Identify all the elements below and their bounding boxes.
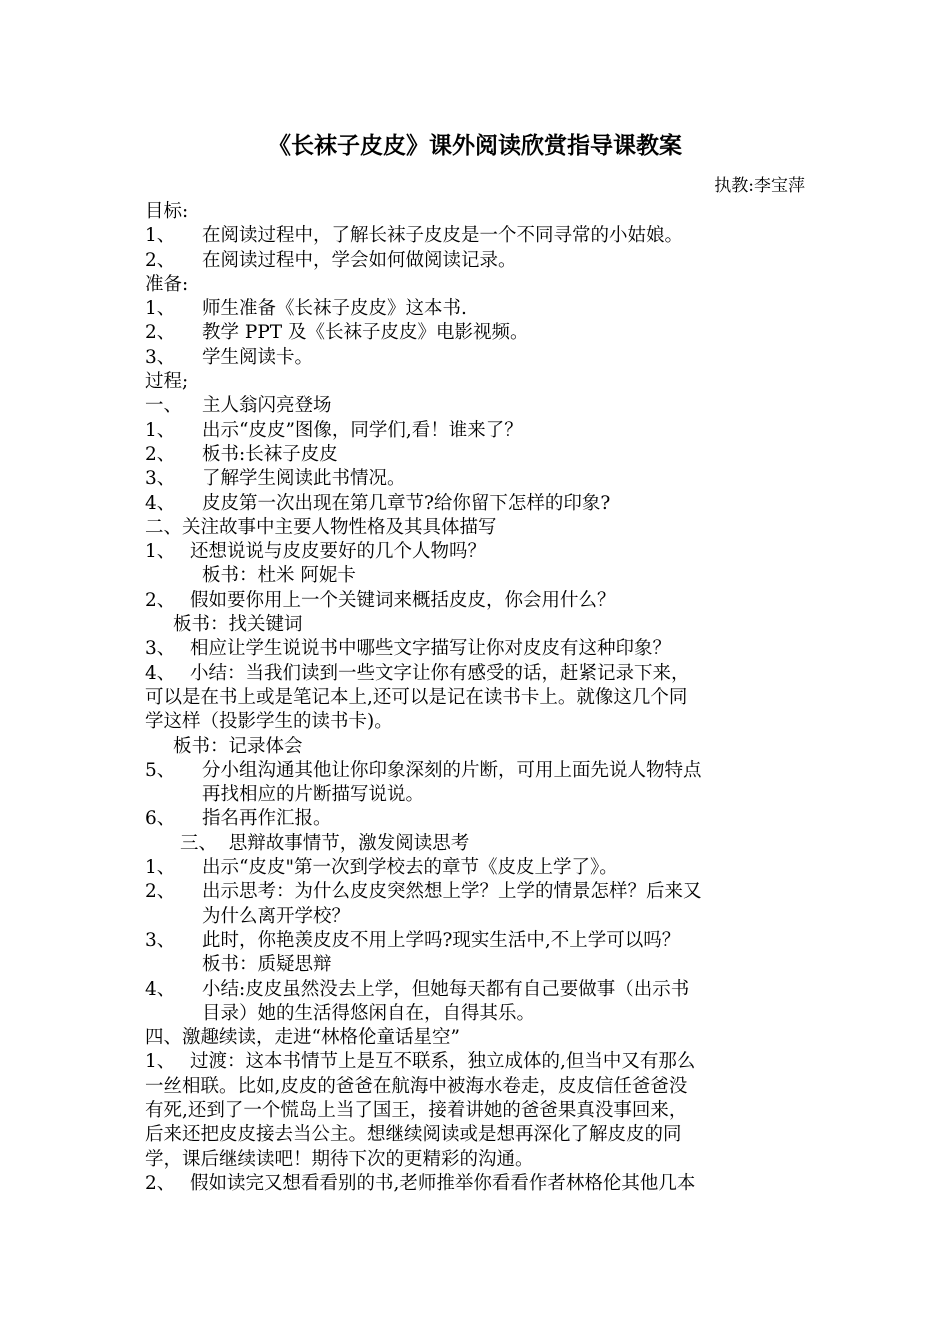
board-note: 板书：记录体会 bbox=[173, 735, 303, 757]
list-item: 2、 在阅读过程中，学会如何做阅读记录。 bbox=[145, 249, 517, 271]
paragraph-line: 再找相应的片断描写说说。 bbox=[202, 784, 425, 806]
list-item: 1、 在阅读过程中，了解长袜子皮皮是一个不同寻常的小姑娘。 bbox=[145, 225, 684, 247]
list-item: 3、 了解学生阅读此书情况。 bbox=[145, 468, 406, 490]
section-heading-1: 一、 主人翁闪亮登场 bbox=[145, 395, 332, 417]
list-item: 5、 分小组沟通其他让你印象深刻的片断，可用上面先说人物特点 bbox=[145, 759, 702, 781]
paragraph-line: 学，课后继续读吧！期待下次的更精彩的沟通。 bbox=[145, 1148, 534, 1170]
list-item: 3、 此时，你艳羡皮皮不用上学吗?现实生活中,不上学可以吗？ bbox=[145, 929, 681, 951]
section-heading-4: 四、激趣续读，走进“林格伦童话星空” bbox=[145, 1027, 460, 1049]
list-item: 1、 过渡：这本书情节上是互不联系，独立成体的,但当中又有那么 bbox=[145, 1051, 696, 1073]
list-item: 3、 相应让学生说说书中哪些文字描写让你对皮皮有这种印象？ bbox=[145, 638, 672, 660]
list-item: 1、 师生准备《长袜子皮皮》这本书. bbox=[145, 298, 467, 320]
section-heading-2: 二、关注故事中主要人物性格及其具体描写 bbox=[145, 516, 497, 538]
board-note: 板书：找关键词 bbox=[173, 614, 303, 636]
paragraph-line: 目录）她的生活得悠闲自在，自得其乐。 bbox=[202, 1002, 536, 1024]
prep-heading: 准备: bbox=[145, 273, 189, 295]
list-item: 2、 出示思考：为什么皮皮突然想上学？上学的情景怎样？后来又 bbox=[145, 881, 702, 903]
list-item: 2、 板书:长袜子皮皮 bbox=[145, 443, 338, 465]
list-item: 1、 还想说说与皮皮要好的几个人物吗？ bbox=[145, 541, 487, 563]
process-heading: 过程; bbox=[145, 371, 189, 393]
list-item: 2、 教学 PPT 及《长袜子皮皮》电影视频。 bbox=[145, 322, 529, 344]
author-line: 执教:李宝萍 bbox=[714, 176, 805, 196]
page-title: 《长袜子皮皮》课外阅读欣赏指导课教案 bbox=[268, 132, 682, 159]
paragraph-line: 为什么离开学校？ bbox=[202, 905, 351, 927]
list-item: 1、 出示“皮皮"第一次到学校去的章节《皮皮上学了》。 bbox=[145, 857, 618, 879]
list-item: 4、 小结:皮皮虽然没去上学，但她每天都有自己要做事（出示书 bbox=[145, 978, 690, 1000]
list-item: 2、 假如读完又想看看别的书,老师推举你看看作者林格伦其他几本 bbox=[145, 1172, 696, 1194]
paragraph-line: 有死,还到了一个慌岛上当了国王，接着讲她的爸爸果真没事回来， bbox=[145, 1099, 688, 1121]
document-body bbox=[145, 200, 807, 1196]
list-item: 4、 小结：当我们读到一些文字让你有感受的话，赶紧记录下来， bbox=[145, 662, 690, 684]
list-item: 4、 皮皮第一次出现在第几章节?给你留下怎样的印象? bbox=[145, 492, 611, 514]
list-item: 3、 学生阅读卡。 bbox=[145, 346, 314, 368]
paragraph-line: 可以是在书上或是笔记本上,还可以是记在读书卡上。就像这几个同 bbox=[145, 686, 688, 708]
goal-heading: 目标: bbox=[145, 201, 189, 222]
board-note: 板书：质疑思辩 bbox=[202, 954, 332, 976]
section-heading-3: 三、 思辩故事情节，激发阅读思考 bbox=[180, 832, 470, 854]
paragraph-line: 后来还把皮皮接去当公主。想继续阅读或是想再深化了解皮皮的同 bbox=[145, 1124, 682, 1146]
board-note: 板书：杜米 阿妮卡 bbox=[202, 565, 356, 587]
list-item: 6、 指名再作汇报。 bbox=[145, 808, 332, 830]
paragraph-line: 一丝相联。比如,皮皮的爸爸在航海中被海水卷走，皮皮信任爸爸没 bbox=[145, 1075, 688, 1097]
paragraph-line: 学这样（投影学生的读书卡)。 bbox=[145, 711, 393, 733]
list-item: 2、 假如要你用上一个关键词来概括皮皮，你会用什么？ bbox=[145, 589, 616, 611]
list-item: 1、 出示“皮皮”图像，同学们,看！谁来了？ bbox=[145, 419, 523, 441]
